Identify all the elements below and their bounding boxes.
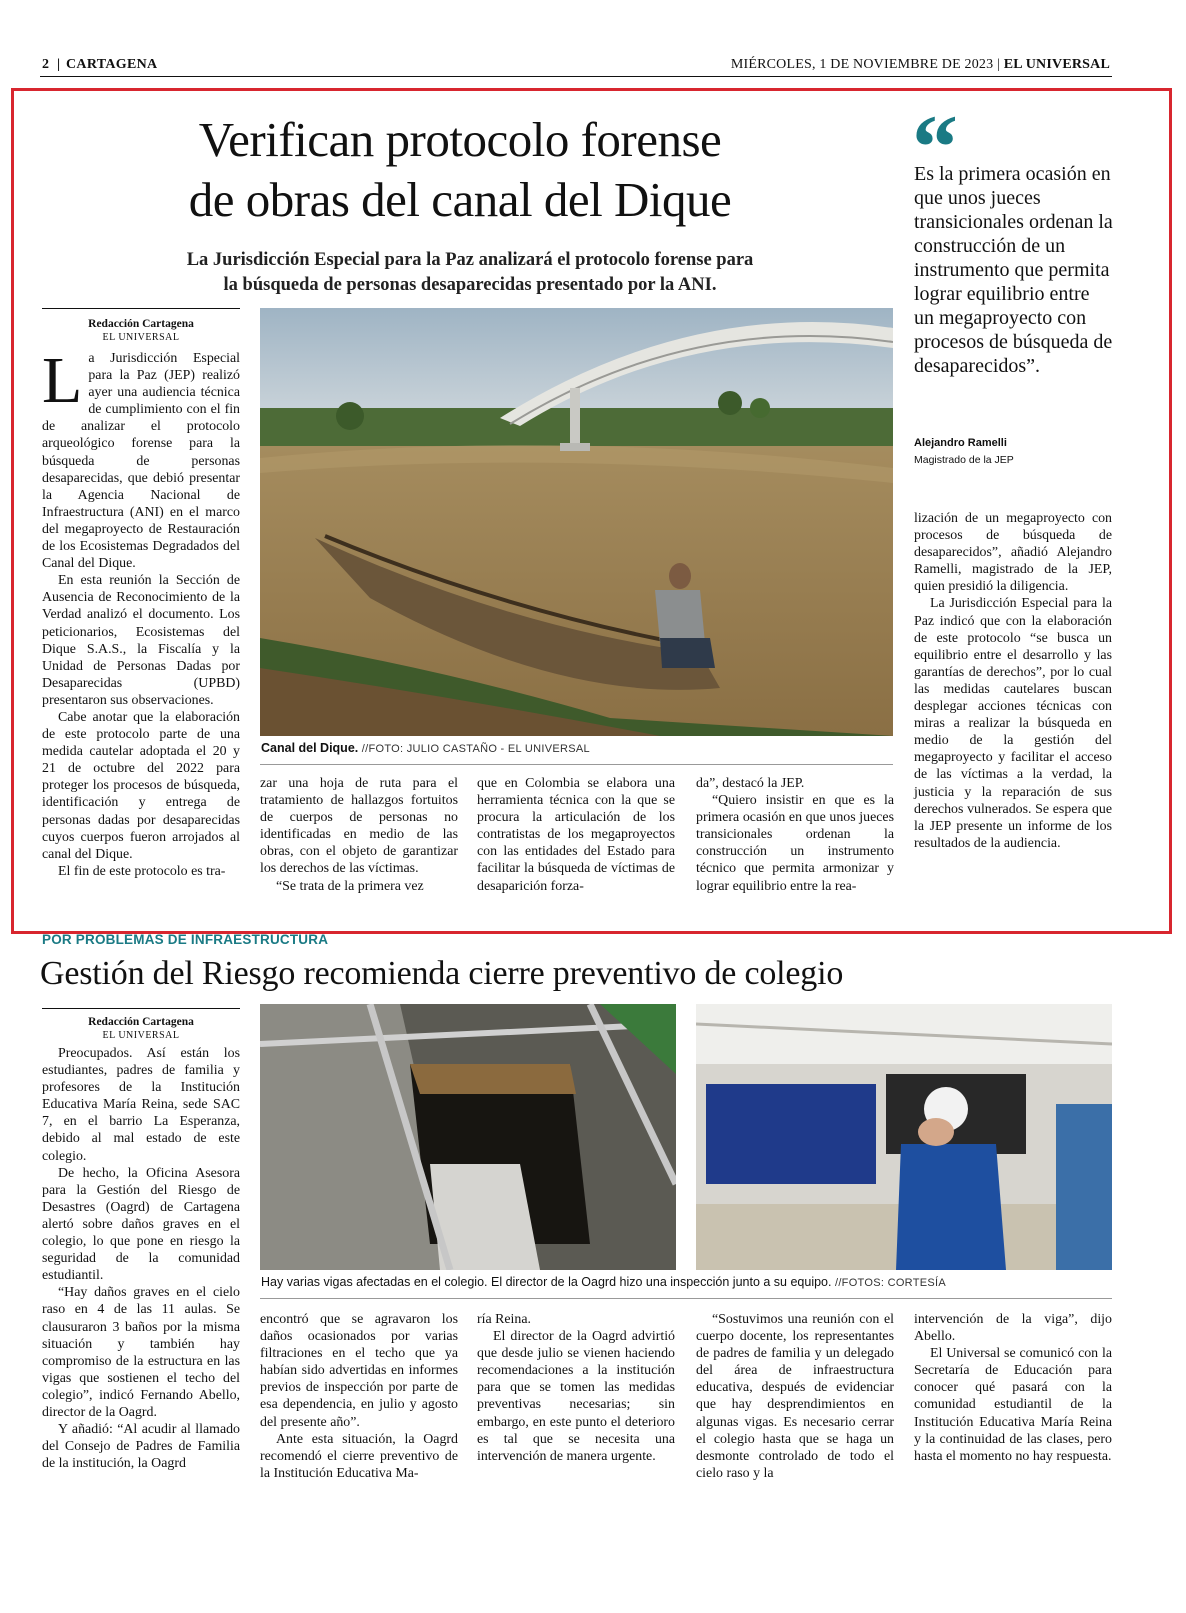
ceiling-damage-photo	[260, 1004, 676, 1270]
article2-column-2	[260, 1311, 458, 1482]
classroom-inspection-photo	[696, 1004, 1112, 1270]
paragraph: “Se trata de la primera vez	[276, 878, 424, 894]
section-divider: |	[57, 57, 61, 72]
article1-headline	[60, 110, 860, 230]
header-rule	[40, 76, 1112, 77]
pull-quote: Es la primera ocasión en que unos jueces transicionales ordenan la construcción de un instrumento que permita lograr equilibrio entre un megaproyecto con procesos de búsqueda de desaparecidos”.	[914, 163, 1113, 377]
deck-line-2: la búsqueda de personas desaparecidas presentado por la ANI.	[223, 275, 717, 295]
article2-kicker: POR PROBLEMAS DE INFRAESTRUCTURA	[42, 932, 329, 947]
paragraph: “Sostuvimos una reunión con el cuerpo docente, los representantes de padres de familia y un delegado del área de infraestructura educativa, después de evidenciar que hay desprendimientos en algunas vigas. Es necesario cerrar el colegio hasta que se haga un desmonte controlado de todo el cielo raso y la	[696, 1312, 894, 1481]
paragraph: Y añadió: “Al acudir al llamado del Consejo de Padres de Familia de la institución, la Oagrd	[42, 1422, 240, 1472]
page-number: 2	[42, 57, 50, 72]
header-paper: EL UNIVERSAL	[1003, 57, 1110, 72]
headline-line-2: de obras del canal del Dique	[188, 172, 732, 227]
paragraph: zar una hoja de ruta para el tratamiento de hallazgos fortuitos de cuerpos de personas no identificadas en medio de las obras, con el objeto de garantizar los derechos de las víctimas.	[260, 776, 458, 877]
caption-title: Canal del Dique.	[261, 741, 359, 755]
dropcap: L	[42, 344, 83, 417]
paragraph: encontró que se agravaron los daños ocasionados por varias filtraciones en el techo que ya habían sido advertidas en informes previos de inspección por parte de esa dependencia, en julio y agosto del presente año”.	[260, 1312, 458, 1430]
article1-column-5	[914, 510, 1112, 852]
paragraph: El Universal se comunicó con la Secretaría de Educación para conocer qué pasará con la comunidad estudiantil de la Institución Educativa María Reina y la continuidad de las clases, pero hasta el momento no hay respuesta.	[914, 1346, 1112, 1464]
paragraph: a Jurisdicción Especial para la Paz (JEP) realizó ayer una audiencia técnica de cumplimiento con el fin de analizar el protocolo arqueológico forense para la búsqueda de personas desaparecidas, que debió presentar la Agencia Nacional de Infraestructura (ANI) en el marco del megaproyecto de Restauración de los Ecosistemas Degradados del Canal del Dique.	[42, 351, 240, 572]
article2-column-1	[42, 1045, 240, 1472]
paragraph: El director de la Oagrd advirtió que desde julio se vienen haciendo recomendaciones a la institución para que se tomen las medidas preventivas necesarias; sin embargo, en este punto el deterioro es tal que se necesita una intervención de manera urgente.	[477, 1329, 675, 1464]
byline-outlet: EL UNIVERSAL	[102, 1030, 180, 1041]
paragraph: Cabe anotar que la elaboración de este protocolo parte de una medida cautelar adoptada el 20 y 21 de octubre del 2022 para proteger los procesos de búsqueda, identificación y entrega de personas dadas por desaparecidas cuyos cuerpos fueron arrojados al canal del Dique.	[42, 709, 240, 862]
article1-deck	[130, 248, 810, 298]
paragraph: “Hay daños graves en el cielo raso en 4 de las 11 aulas. Se clausuraron 3 baños por la misma situación y también hay compromiso de la estructura en las vigas que sostienen el techo del colegio”, indicó Fernando Abello, director de la Oagrd.	[42, 1285, 240, 1420]
article1-column-3	[477, 775, 675, 895]
article1-column-2	[260, 775, 458, 895]
quote-author: Alejandro Ramelli	[914, 437, 1007, 449]
article1-byline	[42, 318, 240, 344]
article2-byline	[42, 1016, 240, 1042]
caption-credit: //FOTOS: CORTESÍA	[834, 1277, 947, 1289]
article2-column-4	[696, 1311, 894, 1482]
paragraph: La Jurisdicción Especial para la Paz indicó que con la elaboración de este protocolo “se busca un equilibrio entre el desarrollo y las garantías de derechos”, por lo cual las medidas cautelares buscan desplegar acciones técnicas con miras a realizar la búsqueda en medio de la gestión del megaproyecto y facilitar el acceso de las víctimas a la verdad, la justicia y la reparación de sus derechos vulnerados. Se espera que la JEP presente un informe de los resultados de la audiencia.	[914, 596, 1112, 851]
paragraph: Preocupados. Así están los estudiantes, padres de familia y profesores de la Institución Educativa María Reina, sede SAC 7, en el barrio La Esperanza, debido al mal estado de este colegio.	[42, 1046, 240, 1164]
quote-role: Magistrado de la JEP	[914, 454, 1014, 466]
article2-column-5	[914, 1311, 1112, 1465]
byline-rule	[42, 308, 240, 309]
caption-rule	[260, 764, 893, 765]
caption-credit: //FOTO: JULIO CASTAÑO - EL UNIVERSAL	[361, 743, 590, 755]
headline-line-1: Verifican protocolo forense	[198, 112, 722, 167]
paragraph: lización de un megaproyecto con procesos de búsqueda de desaparecidos”, añadió Alejandro Ramelli, magistrado de la JEP, quien presidió la diligencia.	[914, 511, 1112, 595]
paragraph: intervención de la viga”, dijo Abello.	[914, 1312, 1112, 1345]
byline-outlet: EL UNIVERSAL	[102, 332, 180, 343]
byline-name: Redacción Cartagena	[88, 1016, 194, 1028]
paragraph: El fin de este protocolo es tra-	[58, 863, 226, 879]
paragraph: da”, destacó la JEP.	[696, 776, 805, 791]
byline-rule	[42, 1008, 240, 1009]
article2-column-3	[477, 1311, 675, 1465]
paragraph: que en Colombia se elabora una herramienta técnica con la que se procura la articulación de los contratistas de los megaproyectos con las entidades del Estado para facilitar la búsqueda de víctimas de desaparición forza-	[477, 776, 675, 894]
paragraph: “Quiero insistir en que es la primera ocasión en que unos jueces transicionales ordenan la construcción un instrumento técnico que permita armonizar y lograr equilibrio entre la rea-	[696, 793, 894, 894]
article1-column-1	[42, 344, 240, 880]
caption-text: Hay varias vigas afectadas en el colegio. El director de la Oagrd hizo una inspección junto a su equipo.	[261, 1275, 832, 1289]
article2-headline: Gestión del Riesgo recomienda cierre preventivo de colegio	[40, 955, 844, 992]
paragraph: De hecho, la Oficina Asesora para la Gestión del Riesgo de Desastres (Oagrd) de Cartagena alertó sobre daños graves en el colegio, lo que pone en riesgo la seguridad de la comunidad estudiantil.	[42, 1165, 240, 1284]
quote-mark-icon: “	[912, 96, 958, 198]
paragraph: Ante esta situación, la Oagrd recomendó el cierre preventivo de la Institución Educativa Ma-	[260, 1431, 458, 1481]
photo-caption	[261, 741, 891, 755]
article1-column-4	[696, 775, 894, 895]
photo-caption	[261, 1275, 1111, 1289]
paragraph: En esta reunión la Sección de Ausencia de Reconocimiento de la Verdad analizó el documento. Los peticionarios, Ecosistemas del Dique S.A.S., la Fiscalía y la Unidad de Personas Dadas por Desaparecidas (UPBD) presentaron sus observaciones.	[42, 573, 240, 708]
header-date-line: MIÉRCOLES, 1 DE NOVIEMBRE DE 2023 | EL UNIVERSAL	[730, 57, 1110, 72]
canal-del-dique-photo	[260, 308, 893, 736]
caption-rule	[260, 1298, 1112, 1299]
byline-name: Redacción Cartagena	[88, 318, 194, 330]
section-name: CARTAGENA	[66, 57, 158, 72]
header-date: MIÉRCOLES, 1 DE NOVIEMBRE DE 2023	[730, 57, 994, 72]
paragraph: ría Reina.	[477, 1312, 531, 1327]
deck-line-1: La Jurisdicción Especial para la Paz analizará el protocolo forense para	[186, 250, 754, 270]
